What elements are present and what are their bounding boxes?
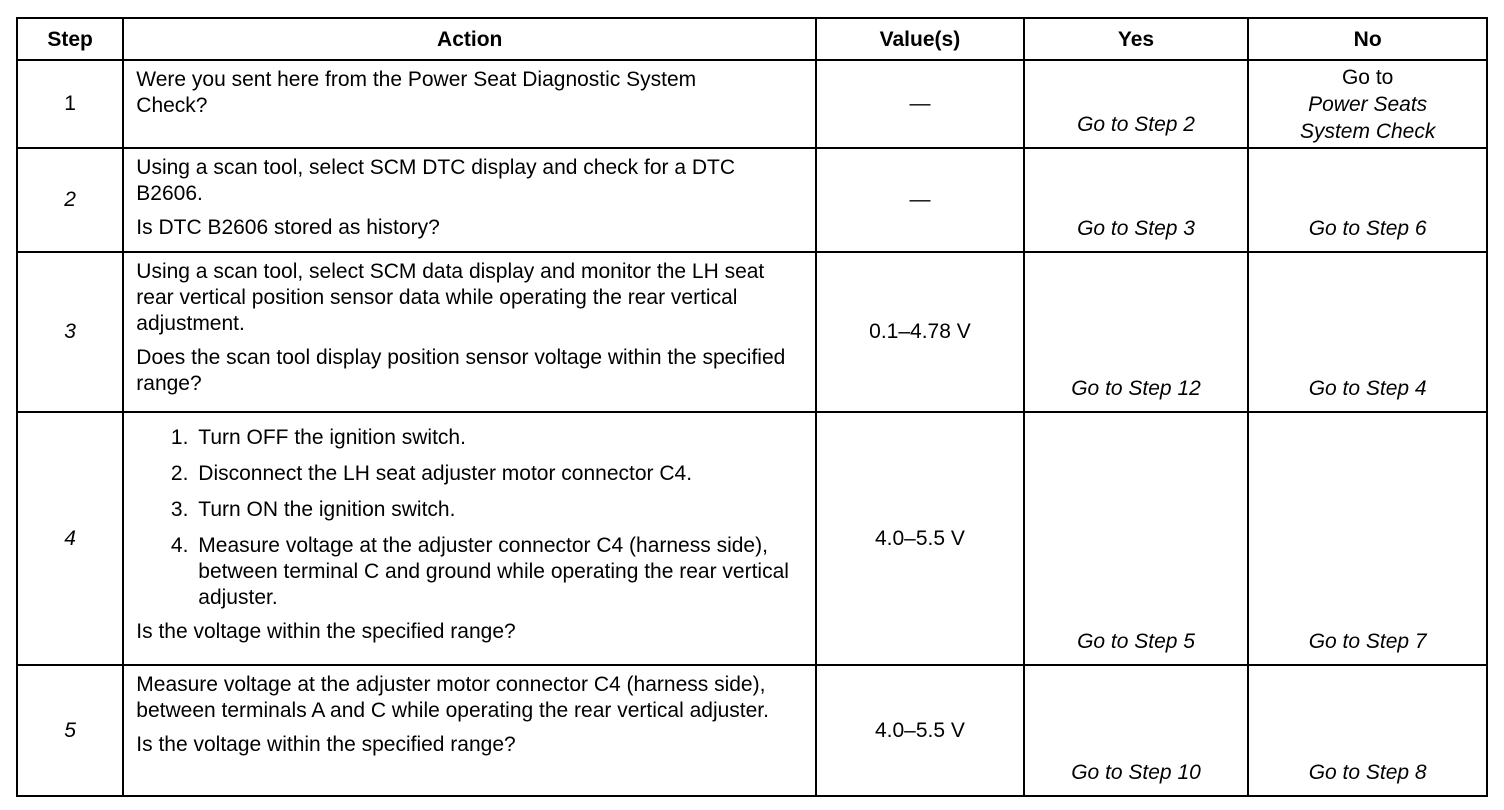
step-number: 4 <box>17 412 123 665</box>
procedure-list <box>136 425 803 611</box>
action-cell <box>123 148 816 251</box>
header-no: No <box>1248 18 1487 60</box>
list-item: 4. Measure voltage at the adjuster connector C4 (harness side), between terminal C and ground while operating the rear vertical adjuster. <box>194 533 803 611</box>
value-cell: 0.1–4.78 V <box>816 252 1024 413</box>
action-cell <box>123 665 816 796</box>
header-row <box>17 18 1487 60</box>
action-cell <box>123 60 816 148</box>
yes-cell: Go to Step 10 <box>1024 665 1249 796</box>
table-row <box>17 665 1487 796</box>
action-question: Does the scan tool display position sensor voltage within the specified range? <box>136 345 786 395</box>
step-number: 1 <box>17 60 123 148</box>
diagnostic-table <box>16 17 1488 797</box>
action-text: Using a scan tool, select SCM DTC display and check for a DTC B2606. <box>136 156 736 206</box>
header-values: Value(s) <box>816 18 1024 60</box>
step-number: 3 <box>17 252 123 413</box>
header-yes: Yes <box>1024 18 1249 60</box>
action-text: Were you sent here from the Power Seat Diagnostic System Check? <box>136 68 697 118</box>
action-question: Is the voltage within the specified range? <box>136 620 516 644</box>
no-line: Go to <box>1341 65 1394 89</box>
action-cell <box>123 252 816 413</box>
no-cell <box>1248 60 1487 148</box>
value-cell: — <box>816 148 1024 251</box>
no-line: System Check <box>1299 119 1436 143</box>
action-question: Is DTC B2606 stored as history? <box>136 216 440 240</box>
yes-cell: Go to Step 12 <box>1024 252 1249 413</box>
list-item: 2. Disconnect the LH seat adjuster motor connector C4. <box>194 461 803 487</box>
action-text: Measure voltage at the adjuster motor connector C4 (harness side), between terminals A and C while operating the rear vertical adjuster. <box>136 673 769 723</box>
value-cell: 4.0–5.5 V <box>816 412 1024 665</box>
list-item: 3. Turn ON the ignition switch. <box>194 497 803 523</box>
no-cell: Go to Step 4 <box>1248 252 1487 413</box>
table-row <box>17 148 1487 251</box>
header-step: Step <box>17 18 123 60</box>
value-cell: 4.0–5.5 V <box>816 665 1024 796</box>
step-number: 5 <box>17 665 123 796</box>
list-item: 1. Turn OFF the ignition switch. <box>194 425 803 451</box>
table-row <box>17 252 1487 413</box>
no-line: Power Seats <box>1308 92 1428 116</box>
action-cell <box>123 412 816 665</box>
value-cell: — <box>816 60 1024 148</box>
yes-cell: Go to Step 2 <box>1024 60 1249 148</box>
no-cell: Go to Step 7 <box>1248 412 1487 665</box>
action-question: Is the voltage within the specified range? <box>136 733 516 757</box>
yes-cell: Go to Step 3 <box>1024 148 1249 251</box>
action-text: Using a scan tool, select SCM data display and monitor the LH seat rear vertical position sensor data while operating the rear vertical adjustment. <box>136 259 765 335</box>
no-cell: Go to Step 6 <box>1248 148 1487 251</box>
table-row <box>17 412 1487 665</box>
header-action: Action <box>123 18 816 60</box>
no-cell: Go to Step 8 <box>1248 665 1487 796</box>
step-number: 2 <box>17 148 123 251</box>
yes-cell: Go to Step 5 <box>1024 412 1249 665</box>
table-row <box>17 60 1487 148</box>
